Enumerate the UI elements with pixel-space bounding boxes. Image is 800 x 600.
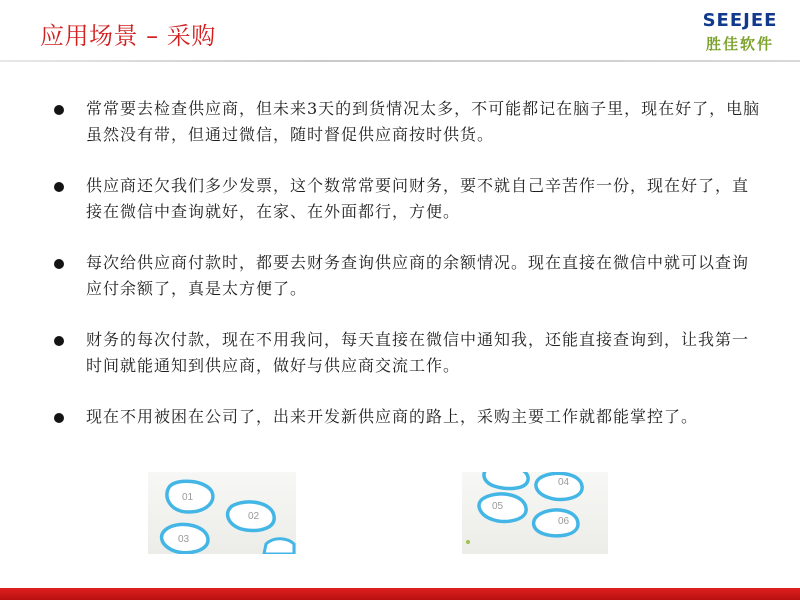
bubble-label: 06 [558,516,570,527]
bullet-text: 每次给供应商付款时，都要去财务查询供应商的余额情况。现在直接在微信中就可以查询应付余额了，真是太方便了。 [86,253,750,298]
bubble-label: 02 [248,511,260,522]
bubble-label: 04 [558,477,570,488]
logo-chinese-name: 胜佳软件 [705,35,774,53]
bubble-shape [534,510,578,536]
company-logo [690,6,790,56]
footer-bar [0,588,800,600]
decorative-bubbles-left [148,472,296,554]
bullet-text: 常常要去检查供应商，但未来3天的到货情况太多，不可能都记在脑子里，现在好了，电脑虽然没有带，但通过微信，随时督促供应商按时供货。 [86,99,761,144]
bullet-text: 财务的每次付款，现在不用我问，每天直接在微信中通知我，还能直接查询到，让我第一时间就能通知到供应商，做好与供应商交流工作。 [86,330,750,375]
bubble-shape [484,472,528,488]
header-divider [0,60,800,62]
bullet-item [54,173,764,225]
bubble-label: 01 [182,492,194,503]
bubble-shape [264,539,294,554]
bubble-label: 03 [178,534,190,545]
bullet-text: 现在不用被困在公司了，出来开发新供应商的路上，采购主要工作就都能掌控了。 [86,407,699,426]
decorative-bubbles-right [462,472,608,554]
bullet-item [54,96,764,148]
page-title: 应用场景 – 采购 [40,22,216,50]
logo-wordmark: SEEJEE [702,10,778,31]
bullet-item [54,250,764,302]
bullet-dot-icon [54,105,64,115]
bullet-item [54,327,764,379]
bullet-dot-icon [54,182,64,192]
bullet-dot-icon [54,413,64,423]
bullet-text: 供应商还欠我们多少发票，这个数常常要问财务，要不就自己辛苦作一份，现在好了，直接在微信中查询就好，在家、在外面都行，方便。 [86,176,750,221]
dot-marker [466,540,470,544]
bullet-dot-icon [54,259,64,269]
bubble-label: 05 [492,501,504,512]
bullet-dot-icon [54,336,64,346]
bullet-item [54,404,764,430]
header [0,0,800,64]
bullet-list [54,96,764,455]
